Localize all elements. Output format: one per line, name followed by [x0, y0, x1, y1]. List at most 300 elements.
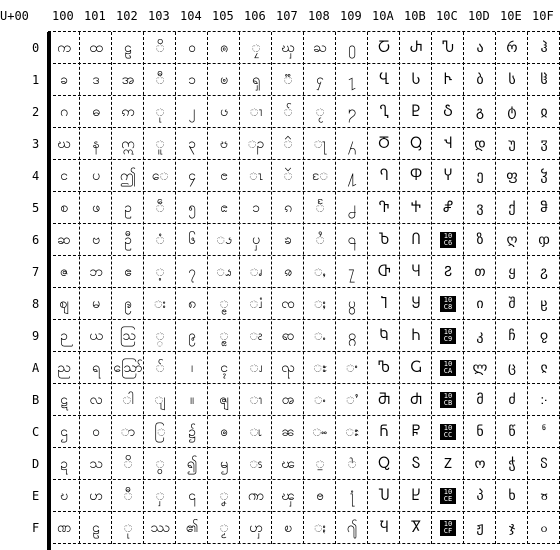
row-header: 2 — [32, 105, 40, 119]
glyph-cell — [432, 352, 464, 384]
glyph-cell — [432, 288, 464, 320]
glyph-cell: ႈ — [313, 296, 327, 312]
glyph-cell: ၾ — [281, 488, 295, 504]
column-header: 105 — [212, 9, 234, 23]
glyph-cell — [432, 384, 464, 416]
glyph-cell: ႖ — [347, 232, 357, 248]
glyph-cell: მ — [476, 392, 484, 408]
glyph-cell: ႕ — [347, 200, 357, 216]
glyph-cell: Ⴤ — [443, 168, 453, 184]
glyph-cell: ႑ — [347, 72, 357, 88]
glyph-cell: ၁ — [188, 72, 196, 88]
glyph-cell: ၮ — [247, 488, 265, 504]
glyph-cell: ႌ — [312, 424, 328, 440]
glyph-cell: ၡ — [251, 72, 261, 88]
glyph-cell: ၼ — [281, 424, 295, 440]
glyph-cell: ိ — [155, 40, 165, 56]
glyph-cell: ွ — [155, 456, 165, 472]
glyph-cell: Ⴙ — [411, 328, 421, 344]
glyph-cell: ယ — [89, 328, 103, 344]
glyph-cell: კ — [476, 328, 484, 344]
glyph-cell — [432, 224, 464, 256]
glyph-cell: Ⴇ — [377, 264, 391, 280]
glyph-cell: Ⴔ — [409, 168, 423, 184]
glyph-cell: ူ — [155, 136, 165, 152]
glyph-cell: ႏ — [313, 520, 327, 536]
glyph-cell: ၹ — [281, 328, 295, 344]
glyph-cell: Ⴄ — [379, 168, 389, 184]
glyph-cell: Ⴉ — [379, 328, 389, 344]
glyph-cell: ჵ — [540, 200, 548, 216]
glyph-cell: Ⴐ — [409, 40, 423, 56]
glyph-cell: ၢ — [249, 104, 263, 120]
glyph-cell: უ — [508, 136, 516, 152]
glyph-cell — [432, 512, 464, 544]
glyph-cell: Ⴓ — [410, 136, 422, 152]
glyph-cell: ჼ — [541, 424, 547, 440]
missing-glyph-box — [440, 424, 456, 440]
glyph-cell: ႃ — [313, 136, 327, 152]
glyph-cell: ါ — [122, 392, 134, 408]
glyph-cell: ႓ — [347, 136, 357, 152]
glyph-cell: Ⴀ — [377, 40, 391, 56]
missing-glyph-code: 10 — [443, 488, 453, 496]
glyph-cell: ႝ — [347, 456, 357, 472]
glyph-cell: ႘ — [348, 296, 356, 312]
glyph-cell: ၳ — [283, 136, 293, 152]
glyph-cell: ႚ — [345, 360, 359, 376]
glyph-cell: ဏ — [56, 520, 72, 536]
glyph-cell: ႊ — [313, 360, 327, 376]
glyph-cell: ၽ — [281, 456, 295, 472]
glyph-cell: Ⴥ — [442, 200, 454, 216]
glyph-cell: ဿ — [150, 520, 170, 536]
glyph-cell: အ — [121, 72, 135, 88]
glyph-cell: ხ — [508, 488, 516, 504]
glyph-cell: ၇ — [188, 264, 196, 280]
row-header: E — [32, 489, 40, 503]
glyph-cell: ၣ — [247, 136, 265, 152]
glyph-cell: ၆ — [188, 232, 196, 248]
glyph-cell: ლ — [472, 360, 488, 376]
glyph-cell: ၻ — [281, 392, 295, 408]
glyph-cell: ა — [476, 40, 484, 56]
glyph-cell: ღ — [506, 232, 518, 248]
glyph-cell: ိ — [123, 456, 133, 472]
glyph-cell: ရ — [91, 360, 101, 376]
glyph-cell: ့ — [155, 264, 165, 280]
glyph-cell: ႜ — [345, 424, 359, 440]
glyph-cell: ၠ — [251, 40, 261, 56]
glyph-cell: ။ — [189, 392, 195, 408]
glyph-cell: ဌ — [60, 424, 68, 440]
glyph-cell: Ⴋ — [377, 392, 391, 408]
glyph-cell: ႆ — [315, 232, 325, 248]
column-header: 104 — [180, 9, 202, 23]
glyph-cell: Ⴌ — [379, 424, 389, 440]
glyph-cell: ၯ — [249, 520, 263, 536]
glyph-cell: ၧ — [249, 264, 263, 280]
glyph-cell: ო — [474, 456, 486, 472]
glyph-cell: Ⴚ — [410, 360, 422, 376]
glyph-cell: Ⴜ — [411, 424, 421, 440]
glyph-cell: ჻ — [540, 392, 548, 408]
glyph-cell: Ⴠ — [442, 40, 454, 56]
glyph-cell — [432, 416, 464, 448]
glyph-cell: ၖ — [216, 232, 232, 248]
glyph-cell: ဠ — [124, 40, 132, 56]
glyph-cell: ႁ — [316, 72, 324, 88]
glyph-cell: ျ — [154, 392, 166, 408]
glyph-cell: ပ — [92, 168, 100, 184]
glyph-cell: ၝ — [220, 456, 228, 472]
glyph-cell: ႙ — [348, 328, 356, 344]
glyph-cell: ု — [155, 104, 165, 120]
glyph-cell: ၸ — [281, 296, 295, 312]
glyph-cell: ၜ — [220, 424, 228, 440]
glyph-cell: ၃ — [188, 136, 196, 152]
glyph-cell: ာ — [120, 424, 136, 440]
glyph-cell: ႛ — [345, 392, 359, 408]
glyph-cell: ၟ — [219, 520, 229, 536]
glyph-cell: Ⴃ — [378, 136, 390, 152]
glyph-cell: პ — [476, 488, 484, 504]
missing-glyph-code: 10 — [443, 424, 453, 432]
glyph-cell: ၷ — [284, 264, 292, 280]
glyph-cell: လ — [89, 392, 103, 408]
glyph-cell: သ — [89, 456, 103, 472]
glyph-cell: ႀ — [313, 40, 327, 56]
missing-glyph-code: 10 — [443, 392, 453, 400]
glyph-cell: ნ — [476, 424, 484, 440]
missing-glyph-code: CE — [443, 495, 453, 503]
glyph-cell: း — [153, 296, 167, 312]
glyph-cell: ၤ — [249, 168, 263, 184]
glyph-cell: ႟ — [346, 520, 358, 536]
glyph-cell: ္ — [155, 328, 165, 344]
glyph-cell: ် — [155, 360, 165, 376]
glyph-cell: ၫ — [249, 392, 263, 408]
missing-glyph-code: 10 — [443, 328, 453, 336]
glyph-cell: ၰ — [281, 40, 295, 56]
glyph-cell: რ — [506, 40, 518, 56]
column-header: 107 — [276, 9, 298, 23]
glyph-cell: က — [57, 40, 71, 56]
glyph-cell: ၚ — [220, 360, 228, 376]
glyph-cell: დ — [474, 136, 486, 152]
glyph-cell: ဗ — [92, 232, 100, 248]
glyph-cell: ဥ — [124, 200, 132, 216]
glyph-cell: ႐ — [348, 40, 356, 56]
glyph-cell: ე — [476, 168, 484, 184]
glyph-cell: ဦ — [124, 232, 132, 248]
glyph-cell: ი — [476, 296, 484, 312]
column-header: 106 — [244, 9, 266, 23]
glyph-cell: Ⴍ — [378, 456, 390, 472]
missing-glyph-box — [440, 328, 456, 344]
missing-glyph-code: 10 — [443, 360, 453, 368]
glyph-cell: ံ — [155, 232, 165, 248]
glyph-cell: Ⴑ — [411, 72, 421, 88]
glyph-cell: ၗ — [216, 264, 232, 280]
glyph-cell: ფ — [506, 168, 518, 184]
glyph-cell: ၴ — [283, 168, 293, 184]
glyph-cell: ၄ — [188, 168, 196, 184]
glyph-cell: ဇ — [59, 264, 69, 280]
row-header: D — [32, 457, 40, 471]
glyph-cell: წ — [508, 424, 516, 440]
missing-glyph-code: C8 — [443, 303, 453, 311]
column-header: 108 — [308, 9, 330, 23]
glyph-cell: ჟ — [476, 520, 484, 536]
row-header: C — [32, 425, 40, 439]
glyph-cell: ႎ — [316, 488, 324, 504]
glyph-cell: ဧ — [124, 264, 132, 280]
missing-glyph-code: CC — [443, 431, 453, 439]
glyph-cell: စ — [60, 200, 68, 216]
row-header: F — [32, 521, 40, 535]
glyph-cell: ဂ — [60, 104, 68, 120]
missing-glyph-code: 10 — [443, 520, 453, 528]
row-header: A — [32, 361, 40, 375]
glyph-cell: Ⴢ — [443, 104, 453, 120]
missing-glyph-code: CA — [443, 367, 453, 375]
missing-glyph-code: C6 — [443, 239, 453, 247]
column-header: 101 — [84, 9, 106, 23]
glyph-cell: ဟ — [89, 488, 103, 504]
glyph-cell: ვ — [476, 200, 484, 216]
glyph-cell: ဘ — [89, 264, 103, 280]
glyph-cell: Ⴎ — [378, 488, 390, 504]
glyph-cell: ჿ — [540, 520, 548, 536]
glyph-cell: Ⴣ — [443, 136, 453, 152]
row-header: 9 — [32, 329, 40, 343]
missing-glyph-box — [440, 520, 456, 536]
glyph-cell: ၌ — [188, 424, 196, 440]
glyph-cell: ႔ — [347, 168, 357, 184]
glyph-cell: ს — [508, 72, 516, 88]
missing-glyph-box — [440, 488, 456, 504]
glyph-cell: Ⴘ — [411, 296, 421, 312]
glyph-cell: შ — [508, 296, 516, 312]
glyph-cell: ၈ — [188, 296, 196, 312]
glyph-cell: ၱ — [283, 72, 293, 88]
glyph-cell: ၅ — [188, 200, 196, 216]
glyph-cell: ၨ — [249, 296, 263, 312]
column-header: 10F — [532, 9, 554, 23]
glyph-cell: ႞ — [350, 488, 354, 504]
column-header: 10D — [468, 9, 490, 23]
glyph-cell: Ⴞ — [411, 488, 421, 504]
missing-glyph-code: C9 — [443, 335, 453, 343]
glyph-cell: ဎ — [60, 488, 68, 504]
glyph-cell: ႉ — [313, 328, 327, 344]
glyph-cell: ခ — [60, 72, 68, 88]
column-header: 109 — [340, 9, 362, 23]
glyph-cell: ီ — [123, 488, 133, 504]
glyph-cell: ဩ — [120, 328, 136, 344]
row-header: 3 — [32, 137, 40, 151]
row-header: 0 — [32, 41, 40, 55]
glyph-cell: ဤ — [119, 168, 137, 184]
glyph-cell: ჾ — [540, 488, 548, 504]
glyph-cell: ც — [508, 360, 516, 376]
glyph-cell: ჯ — [508, 520, 516, 536]
glyph-cell: ၵ — [284, 200, 292, 216]
glyph-cell: ဢ — [121, 104, 135, 120]
glyph-cell: Ⴟ — [410, 520, 422, 536]
missing-glyph-box — [440, 296, 456, 312]
glyph-cell: ဃ — [57, 136, 71, 152]
glyph-cell: Ⴧ — [443, 264, 453, 280]
glyph-cell: ၩ — [249, 328, 263, 344]
column-header: 100 — [52, 9, 74, 23]
glyph-cell: Ⴏ — [379, 520, 389, 536]
glyph-cell: ၪ — [249, 360, 263, 376]
glyph-cell: ၕ — [220, 200, 228, 216]
glyph-cell: ု — [123, 520, 133, 536]
glyph-cell: Ⴕ — [410, 200, 422, 216]
glyph-cell: Ⴈ — [380, 296, 388, 312]
glyph-cell: თ — [474, 264, 486, 280]
glyph-cell: ჱ — [540, 72, 548, 88]
glyph-cell: ჽ — [540, 456, 548, 472]
glyph-cell: ၐ — [220, 40, 228, 56]
glyph-cell: ဋ — [60, 392, 68, 408]
glyph-cell: ၘ — [219, 296, 229, 312]
row-header: 6 — [32, 233, 40, 247]
glyph-cell: ဨ — [124, 296, 132, 312]
glyph-cell: ჳ — [540, 136, 548, 152]
missing-glyph-code: CB — [443, 399, 453, 407]
missing-glyph-code: 10 — [443, 232, 453, 240]
glyph-cell: Ⴆ — [378, 232, 390, 248]
glyph-cell: ჶ — [538, 232, 550, 248]
glyph-cell: ၏ — [185, 520, 199, 536]
glyph-cell: ၍ — [186, 456, 198, 472]
glyph-cell: Ⴒ — [411, 104, 421, 120]
glyph-cell: ႄ — [312, 168, 328, 184]
glyph-cell: ၂ — [188, 104, 196, 120]
glyph-cell: ၥ — [252, 200, 260, 216]
glyph-cell: ႍ — [315, 456, 325, 472]
glyph-cell: Ⴁ — [378, 72, 390, 88]
glyph-cell: ၭ — [249, 456, 263, 472]
glyph-cell: ၔ — [220, 168, 228, 184]
glyph-cell: န — [92, 136, 100, 152]
missing-glyph-box — [440, 392, 456, 408]
glyph-cell: ထ — [89, 40, 103, 56]
glyph-cell: Ⴖ — [411, 232, 421, 248]
glyph-cell: ီ — [155, 72, 165, 88]
glyph-cell: Ⴡ — [443, 72, 453, 88]
glyph-cell: ჩ — [508, 328, 516, 344]
glyph-cell: ဝ — [92, 424, 100, 440]
glyph-cell: ႅ — [315, 200, 325, 216]
glyph-cell: Ⴊ — [378, 360, 390, 376]
glyph-cell: ტ — [507, 104, 517, 120]
glyph-cell: ჴ — [540, 168, 548, 184]
column-header: 102 — [116, 9, 138, 23]
glyph-cell: ဝ — [188, 40, 196, 56]
glyph-cell: ၑ — [220, 72, 228, 88]
glyph-cell: ႒ — [348, 104, 356, 120]
glyph-cell: ၓ — [219, 136, 229, 152]
glyph-cell: ၦ — [252, 232, 260, 248]
glyph-cell: မ — [92, 296, 100, 312]
glyph-cell: ၎ — [188, 488, 196, 504]
glyph-cell: ၙ — [219, 328, 229, 344]
glyph-cell: ဖ — [92, 200, 100, 216]
glyph-cell: ၬ — [249, 424, 263, 440]
row-header: 8 — [32, 297, 40, 311]
glyph-cell: ဍ — [60, 456, 68, 472]
glyph-cell: გ — [475, 104, 485, 120]
glyph-cell: ჹ — [540, 328, 548, 344]
glyph-cell: ၿ — [284, 520, 292, 536]
glyph-cell: ქ — [508, 200, 516, 216]
glyph-cell: ၞ — [219, 488, 229, 504]
glyph-cell — [432, 480, 464, 512]
glyph-cell: ဓ — [92, 104, 100, 120]
glyph-cell: ყ — [508, 264, 516, 280]
glyph-cell: Ⴭ — [443, 456, 452, 472]
glyph-cell: ჲ — [540, 104, 548, 120]
column-header: 10E — [500, 9, 522, 23]
missing-glyph-box — [440, 360, 456, 376]
missing-glyph-box — [440, 232, 456, 248]
glyph-cell: င — [60, 168, 68, 184]
glyph-cell: ၺ — [281, 360, 295, 376]
row-header: B — [32, 393, 40, 407]
missing-glyph-code: CF — [443, 527, 453, 535]
corner-label: U+00 — [0, 9, 29, 23]
column-header: 103 — [148, 9, 170, 23]
missing-glyph-code: 10 — [443, 296, 453, 304]
glyph-cell: ၲ — [283, 104, 293, 120]
column-header: 10A — [372, 9, 394, 23]
column-header: 10C — [436, 9, 458, 23]
glyph-cell: ၉ — [188, 328, 196, 344]
glyph-cell: ဵ — [155, 200, 165, 216]
glyph-cell: ၊ — [190, 360, 194, 376]
glyph-cell: ႋ — [313, 392, 327, 408]
glyph-cell: ႗ — [348, 264, 356, 280]
glyph-cell: ဈ — [59, 296, 69, 312]
glyph-cell: Ⴂ — [379, 104, 389, 120]
glyph-cell: Ⴅ — [378, 200, 390, 216]
glyph-cell: ဒ — [92, 72, 100, 88]
glyph-cell: ဉ — [60, 328, 68, 344]
glyph-cell: ဠ — [92, 520, 100, 536]
glyph-cell: ძ — [508, 392, 516, 408]
glyph-cell: ႂ — [315, 104, 325, 120]
glyph-cell: ၶ — [284, 232, 292, 248]
glyph-cell: ဆ — [57, 232, 71, 248]
row-header: 1 — [32, 73, 40, 87]
glyph-cell: ဣ — [121, 136, 135, 152]
glyph-cell: ბ — [476, 72, 484, 88]
glyph-cell: ှ — [155, 488, 165, 504]
glyph-cell: ჷ — [540, 264, 548, 280]
glyph-cell: ჰ — [540, 40, 548, 56]
row-header: 4 — [32, 169, 40, 183]
glyph-cell: Ⴛ — [409, 392, 423, 408]
glyph-cell: ၒ — [220, 104, 228, 120]
glyph-cell: ზ — [476, 232, 484, 248]
glyph-cell: ြ — [154, 424, 166, 440]
glyph-cell: ၛ — [219, 392, 229, 408]
